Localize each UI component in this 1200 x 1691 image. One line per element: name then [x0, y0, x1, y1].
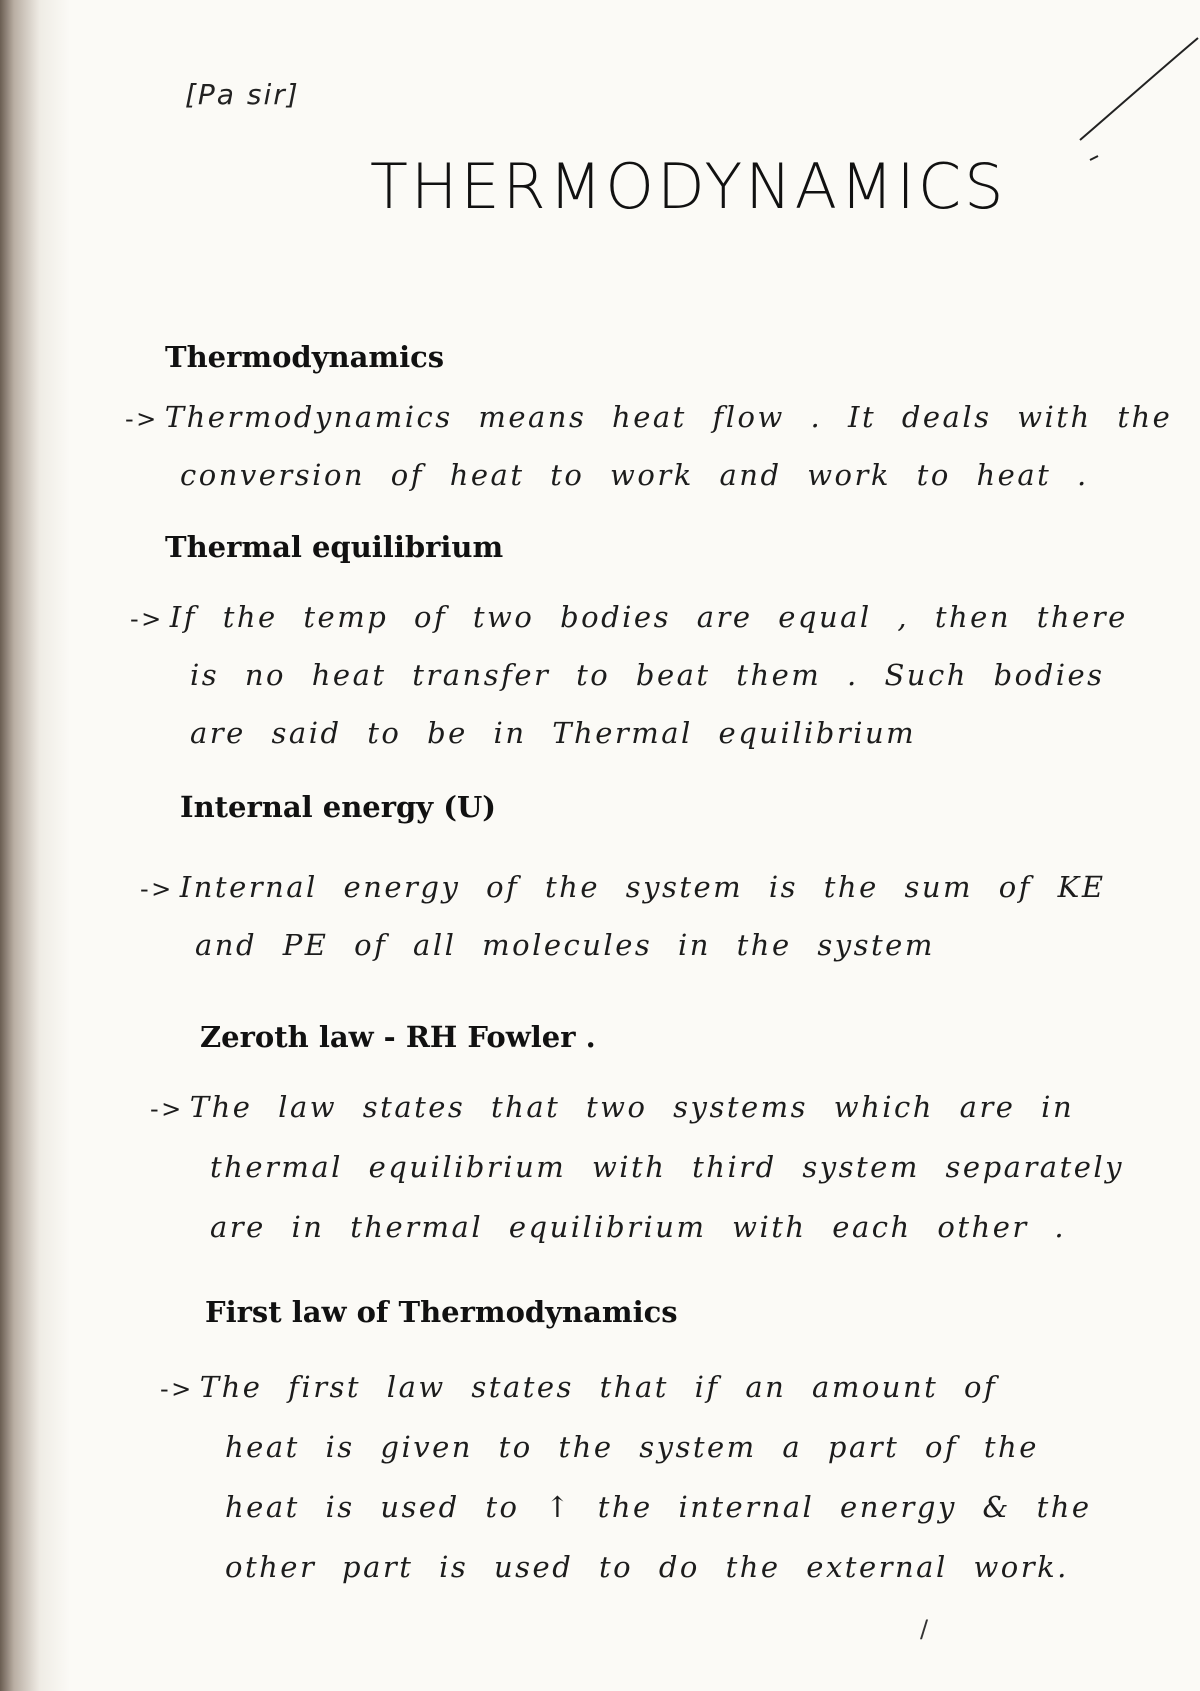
line-text: The law states that two systems which are in — [189, 1090, 1075, 1124]
arrow-icon: -> — [125, 405, 159, 433]
body-line — [140, 870, 1106, 904]
body-line — [160, 1370, 997, 1404]
arrow-icon: -> — [140, 875, 174, 903]
page-title: THERMODYNAMICS — [370, 150, 1007, 223]
body-line: thermal equilibrium with third system separately — [210, 1150, 1125, 1184]
section-heading-thermodynamics: Thermodynamics — [165, 340, 445, 374]
body-line: other part is used to do the external work. — [225, 1550, 1069, 1584]
body-line: conversion of heat to work and work to heat . — [180, 458, 1089, 492]
body-line: is no heat transfer to beat them . Such bodies — [190, 658, 1105, 692]
arrow-icon: -> — [160, 1375, 194, 1403]
arrow-icon: -> — [130, 605, 164, 633]
section-heading-thermal-equilibrium: Thermal equilibrium — [165, 530, 504, 564]
section-heading-first-law: First law of Thermodynamics — [205, 1295, 678, 1329]
arrow-icon: -> — [150, 1095, 184, 1123]
body-line: are said to be in Thermal equilibrium — [190, 716, 917, 750]
line-text: Internal energy of the system is the sum of KE — [179, 870, 1106, 904]
pen-stroke-decoration — [1070, 30, 1200, 180]
body-line: heat is given to the system a part of the — [225, 1430, 1039, 1464]
teacher-tag: [Pa sir] — [185, 78, 300, 111]
line-text: If the temp of two bodies are equal , then there — [169, 600, 1128, 634]
line-text: Thermodynamics means heat flow . It deals with the — [164, 400, 1173, 434]
body-line: heat is used to ↑ the internal energy & the — [225, 1490, 1092, 1524]
body-line: are in thermal equilibrium with each other . — [210, 1210, 1067, 1244]
body-line: and PE of all molecules in the system — [195, 928, 935, 962]
footer-pen-mark: / — [920, 1615, 929, 1643]
section-heading-zeroth-law: Zeroth law - RH Fowler . — [200, 1020, 596, 1054]
body-line — [130, 600, 1128, 634]
body-line — [125, 400, 1172, 434]
line-text: The first law states that if an amount of — [199, 1370, 998, 1404]
body-line — [150, 1090, 1074, 1124]
section-heading-internal-energy: Internal energy (U) — [180, 790, 496, 824]
